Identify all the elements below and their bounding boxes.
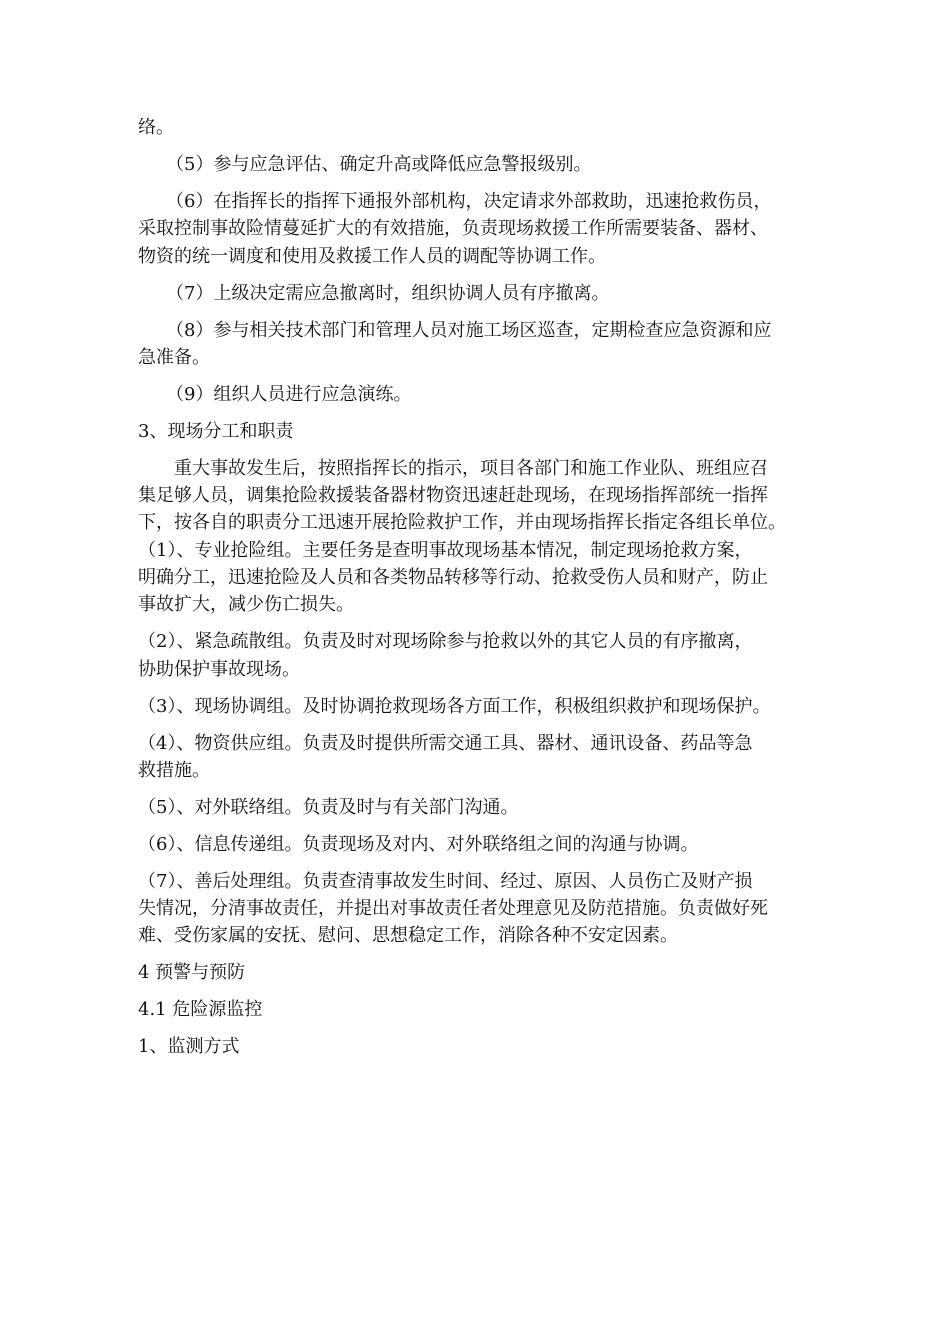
text-line: （9）组织人员进行应急演练。 bbox=[166, 383, 412, 405]
text-line: 明确分工，迅速抢险及人员和各类物品转移等行动、抢救受伤人员和财产，防止 bbox=[138, 566, 768, 588]
text-line: 1、监测方式 bbox=[138, 1036, 240, 1058]
text-line: （5）、对外联络组。负责及时与有关部门沟通。 bbox=[138, 796, 519, 818]
text-line: （6）、信息传递组。负责现场及对内、对外联络组之间的沟通与协调。 bbox=[138, 833, 699, 855]
text-line: 3、现场分工和职责 bbox=[138, 420, 294, 442]
text-line: 络。 bbox=[138, 117, 174, 138]
text-line: （7）、善后处理组。负责查清事故发生时间、经过、原因、人员伤亡及财产损 bbox=[138, 870, 753, 892]
document-body bbox=[138, 114, 818, 1061]
text-line: 4 预警与预防 bbox=[138, 962, 246, 984]
text-line: （6）在指挥长的指挥下通报外部机构，决定请求外部救助，迅速抢救伤员， bbox=[166, 190, 772, 212]
text-line: （2）、紧急疏散组。负责及时对现场除参与抢救以外的其它人员的有序撤离， bbox=[138, 631, 753, 653]
text-line: 救措施。 bbox=[138, 759, 210, 781]
text-line: 协助保护事故现场。 bbox=[138, 658, 300, 680]
text-line: 事故扩大，减少伤亡损失。 bbox=[138, 594, 354, 616]
text-line: 急准备。 bbox=[138, 346, 210, 368]
text-line: 下，按各自的职责分工迅速开展抢险救护工作，并由现场指挥长指定各组长单位。 bbox=[138, 512, 786, 534]
text-line: （4）、物资供应组。负责及时提供所需交通工具、器材、通讯设备、药品等急 bbox=[138, 732, 753, 754]
text-line: （8）参与相关技术部门和管理人员对施工场区巡查，定期检查应急资源和应 bbox=[166, 319, 772, 341]
text-line: 失情况，分清事故责任，并提出对事故责任者处理意见及防范措施。负责做好死 bbox=[138, 898, 768, 920]
text-line: （5）参与应急评估、确定升高或降低应急警报级别。 bbox=[166, 153, 592, 175]
text-line: （1）、专业抢险组。主要任务是查明事故现场基本情况，制定现场抢救方案， bbox=[138, 539, 753, 561]
text-line: 重大事故发生后，按照指挥长的指示，项目各部门和施工作业队、班组应召 bbox=[174, 457, 768, 479]
text-line: 难、受伤家属的安抚、慰问、思想稳定工作，消除各种不安定因素。 bbox=[138, 925, 678, 947]
text-line: （3）、现场协调组。及时协调抢救现场各方面工作，积极组织救护和现场保护。 bbox=[138, 695, 771, 717]
text-line: 物资的统一调度和使用及救援工作人员的调配等协调工作。 bbox=[138, 245, 606, 267]
text-line: 集足够人员，调集抢险救援装备器材物资迅速赶赴现场，在现场指挥部统一指挥 bbox=[138, 485, 768, 507]
text-line: 4.1 危险源监控 bbox=[138, 999, 263, 1021]
text-line: 采取控制事故险情蔓延扩大的有效措施，负责现场救援工作所需要装备、器材、 bbox=[138, 218, 768, 240]
text-line: （7）上级决定需应急撤离时，组织协调人员有序撤离。 bbox=[166, 282, 610, 304]
